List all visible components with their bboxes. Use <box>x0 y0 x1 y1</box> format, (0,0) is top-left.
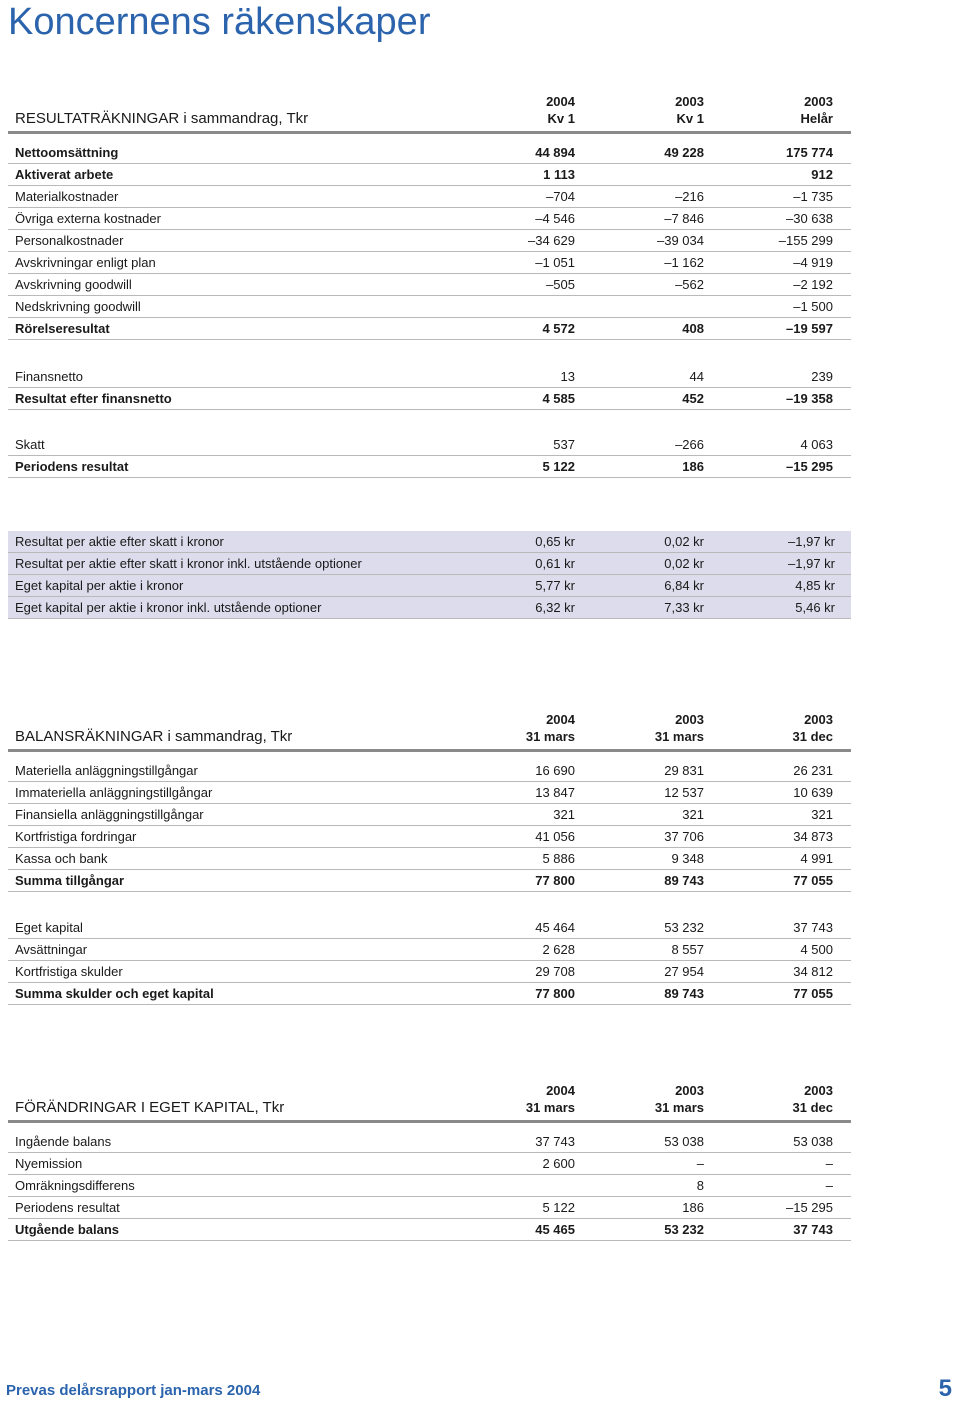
column-header <box>584 93 704 127</box>
table-row <box>8 804 851 826</box>
table-row <box>8 296 851 318</box>
column-year: 2003 <box>675 94 704 109</box>
row-value: 29 831 <box>664 763 704 778</box>
row-label: Resultat per aktie efter skatt i kronor inkl. utstående optioner <box>15 556 362 571</box>
equity-changes-section <box>8 1068 851 1241</box>
row-value: 49 228 <box>664 145 704 160</box>
row-value: 37 743 <box>535 1134 575 1149</box>
row-label: Nyemission <box>15 1156 83 1171</box>
row-label: Resultat efter finansnetto <box>15 391 172 406</box>
row-value: 321 <box>811 807 833 822</box>
row-value: 26 231 <box>793 763 833 778</box>
row-value: –1 162 <box>664 255 704 270</box>
table-row <box>8 760 851 782</box>
column-period: 31 dec <box>792 1100 833 1115</box>
column-header <box>713 711 833 745</box>
column-period: Kv 1 <box>547 111 575 126</box>
row-value: 452 <box>682 391 704 406</box>
table-row <box>8 142 851 164</box>
table-row <box>8 782 851 804</box>
row-label: Materiella anläggningstillgångar <box>15 763 198 778</box>
column-header <box>713 1082 833 1116</box>
row-value: 53 038 <box>664 1134 704 1149</box>
row-value: 5,46 kr <box>795 600 835 615</box>
page-title: Koncernens räkenskaper <box>8 1 431 43</box>
row-value: 5 122 <box>542 459 575 474</box>
row-value: 34 812 <box>793 964 833 979</box>
column-header <box>713 93 833 127</box>
income-statement-title: RESULTATRÄKNINGAR i sammandrag, Tkr <box>15 110 309 127</box>
column-period: 31 dec <box>792 729 833 744</box>
row-label: Kortfristiga skulder <box>15 964 123 979</box>
column-year: 2004 <box>546 712 575 727</box>
row-value: –1 051 <box>535 255 575 270</box>
row-value: 77 055 <box>793 873 833 888</box>
row-value: 44 <box>689 369 704 384</box>
row-value: 321 <box>553 807 575 822</box>
table-row <box>8 553 851 575</box>
column-period: 31 mars <box>525 1100 575 1115</box>
row-value: 37 743 <box>793 920 833 935</box>
row-label: Kassa och bank <box>15 851 108 866</box>
table-row <box>8 597 851 619</box>
row-value: 8 <box>696 1178 704 1193</box>
row-value: 89 743 <box>664 873 704 888</box>
table-row <box>8 230 851 252</box>
column-header <box>584 711 704 745</box>
row-value: 53 232 <box>664 1222 704 1237</box>
row-label: Avskrivningar enligt plan <box>15 255 156 270</box>
row-value: 0,02 kr <box>664 534 704 549</box>
row-label: Eget kapital <box>15 920 83 935</box>
row-value: 4 572 <box>542 321 575 336</box>
row-value: 4,85 kr <box>795 578 835 593</box>
table-row <box>8 434 851 456</box>
column-year: 2004 <box>546 1083 575 1098</box>
row-value: –15 295 <box>786 459 833 474</box>
row-value: 4 991 <box>800 851 833 866</box>
balance-sheet-header <box>8 697 851 745</box>
row-value: 13 <box>560 369 575 384</box>
row-value: 6,84 kr <box>664 578 704 593</box>
row-label: Avskrivning goodwill <box>15 277 132 292</box>
row-value: 912 <box>811 167 833 182</box>
row-value: 44 894 <box>535 145 575 160</box>
row-value: 175 774 <box>786 145 833 160</box>
table-row <box>8 208 851 230</box>
table-row <box>8 1131 851 1153</box>
row-label: Rörelseresultat <box>15 321 110 336</box>
table-row <box>8 366 851 388</box>
row-value: 41 056 <box>535 829 575 844</box>
row-value: –30 638 <box>786 211 833 226</box>
row-value: – <box>825 1156 833 1171</box>
row-value: – <box>825 1178 833 1193</box>
table-row <box>8 186 851 208</box>
row-value: 0,61 kr <box>535 556 575 571</box>
table-row <box>8 318 851 340</box>
table-row <box>8 961 851 983</box>
row-value: – <box>696 1156 704 1171</box>
table-row <box>8 848 851 870</box>
equity-changes-header <box>8 1068 851 1116</box>
column-year: 2003 <box>804 1083 833 1098</box>
row-value: 186 <box>682 459 704 474</box>
row-value: –39 034 <box>657 233 704 248</box>
table-row <box>8 1219 851 1241</box>
row-value: 2 628 <box>542 942 575 957</box>
page-number: 5 <box>938 1375 952 1402</box>
table-row <box>8 388 851 410</box>
header-rule <box>8 1120 851 1123</box>
row-value: –19 358 <box>786 391 833 406</box>
column-year: 2003 <box>804 94 833 109</box>
row-label: Personalkostnader <box>15 233 124 248</box>
row-value: 0,02 kr <box>664 556 704 571</box>
row-value: 239 <box>811 369 833 384</box>
row-value: 12 537 <box>664 785 704 800</box>
column-period: 31 mars <box>525 729 575 744</box>
row-label: Kortfristiga fordringar <box>15 829 137 844</box>
row-label: Skatt <box>15 437 45 452</box>
equity-changes-title: FÖRÄNDRINGAR I EGET KAPITAL, Tkr <box>15 1099 285 1116</box>
row-value: –1,97 kr <box>788 556 835 571</box>
row-value: 5,77 kr <box>535 578 575 593</box>
row-value: 321 <box>682 807 704 822</box>
row-value: 2 600 <box>542 1156 575 1171</box>
row-label: Periodens resultat <box>15 459 129 474</box>
row-value: 77 800 <box>535 986 575 1001</box>
row-label: Finansnetto <box>15 369 83 384</box>
row-label: Resultat per aktie efter skatt i kronor <box>15 534 224 549</box>
column-period: Kv 1 <box>676 111 704 126</box>
header-rule <box>8 749 851 752</box>
column-year: 2003 <box>804 712 833 727</box>
row-value: 6,32 kr <box>535 600 575 615</box>
row-label: Övriga externa kostnader <box>15 211 161 226</box>
table-row <box>8 1175 851 1197</box>
row-value: 77 800 <box>535 873 575 888</box>
table-row <box>8 1153 851 1175</box>
column-header <box>455 711 575 745</box>
column-year: 2004 <box>546 94 575 109</box>
row-value: 53 038 <box>793 1134 833 1149</box>
column-header <box>455 93 575 127</box>
row-label: Nettoomsättning <box>15 145 119 160</box>
row-value: –1 735 <box>793 189 833 204</box>
row-value: 10 639 <box>793 785 833 800</box>
row-value: 45 464 <box>535 920 575 935</box>
row-value: 4 500 <box>800 942 833 957</box>
row-label: Summa skulder och eget kapital <box>15 986 214 1001</box>
row-value: 53 232 <box>664 920 704 935</box>
balance-sheet-title: BALANSRÄKNINGAR i sammandrag, Tkr <box>15 728 293 745</box>
row-label: Periodens resultat <box>15 1200 120 1215</box>
row-label: Summa tillgångar <box>15 873 125 888</box>
table-row <box>8 456 851 478</box>
row-value: 1 113 <box>543 167 575 182</box>
row-value: –7 846 <box>664 211 704 226</box>
row-value: –562 <box>675 277 704 292</box>
row-value: 34 873 <box>793 829 833 844</box>
table-row <box>8 274 851 296</box>
row-value: 89 743 <box>664 986 704 1001</box>
row-label: Ingående balans <box>15 1134 112 1149</box>
income-statement-header <box>8 79 851 127</box>
per-share-section <box>8 531 851 619</box>
row-value: 77 055 <box>793 986 833 1001</box>
column-year: 2003 <box>675 1083 704 1098</box>
row-label: Eget kapital per aktie i kronor inkl. utstående optioner <box>15 600 322 615</box>
table-row <box>8 983 851 1005</box>
footer-report-title: Prevas delårsrapport jan-mars 2004 <box>6 1382 261 1399</box>
row-value: 5 122 <box>542 1200 575 1215</box>
table-row <box>8 1197 851 1219</box>
row-value: 4 063 <box>800 437 833 452</box>
table-row <box>8 870 851 892</box>
row-value: –1 500 <box>793 299 833 314</box>
row-value: 537 <box>553 437 575 452</box>
row-value: –155 299 <box>778 233 833 248</box>
row-value: 13 847 <box>535 785 575 800</box>
row-value: 7,33 kr <box>664 600 704 615</box>
row-value: 4 585 <box>542 391 575 406</box>
row-value: 29 708 <box>535 964 575 979</box>
header-rule <box>8 131 851 134</box>
table-row <box>8 531 851 553</box>
column-year: 2003 <box>675 712 704 727</box>
table-row <box>8 252 851 274</box>
row-value: –266 <box>675 437 704 452</box>
row-value: 186 <box>682 1200 704 1215</box>
row-value: 9 348 <box>671 851 704 866</box>
row-value: 0,65 kr <box>535 534 575 549</box>
income-statement-section <box>8 79 851 478</box>
row-value: 37 706 <box>664 829 704 844</box>
row-label: Aktiverat arbete <box>15 167 114 182</box>
table-row <box>8 575 851 597</box>
table-row <box>8 917 851 939</box>
row-label: Avsättningar <box>15 942 88 957</box>
row-value: –4 546 <box>535 211 575 226</box>
row-label: Immateriella anläggningstillgångar <box>15 785 213 800</box>
row-value: –1,97 kr <box>788 534 835 549</box>
row-value: –704 <box>546 189 575 204</box>
row-label: Utgående balans <box>15 1222 120 1237</box>
row-label: Nedskrivning goodwill <box>15 299 141 314</box>
row-label: Materialkostnader <box>15 189 119 204</box>
row-value: –216 <box>675 189 704 204</box>
row-value: –4 919 <box>793 255 833 270</box>
row-value: –34 629 <box>528 233 575 248</box>
row-value: 45 465 <box>535 1222 575 1237</box>
row-value: 16 690 <box>535 763 575 778</box>
column-period: 31 mars <box>654 1100 704 1115</box>
row-value: –505 <box>546 277 575 292</box>
row-value: –15 295 <box>786 1200 833 1215</box>
column-period: Helår <box>800 111 833 126</box>
row-value: –2 192 <box>793 277 833 292</box>
row-label: Omräkningsdifferens <box>15 1178 135 1193</box>
balance-sheet-section <box>8 697 851 1005</box>
row-label: Finansiella anläggningstillgångar <box>15 807 204 822</box>
column-period: 31 mars <box>654 729 704 744</box>
row-label: Eget kapital per aktie i kronor <box>15 578 184 593</box>
row-value: 37 743 <box>793 1222 833 1237</box>
row-value: 27 954 <box>664 964 704 979</box>
row-value: –19 597 <box>786 321 833 336</box>
table-row <box>8 164 851 186</box>
table-row <box>8 939 851 961</box>
column-header <box>584 1082 704 1116</box>
table-row <box>8 826 851 848</box>
row-value: 408 <box>682 321 704 336</box>
column-header <box>455 1082 575 1116</box>
row-value: 5 886 <box>542 851 575 866</box>
row-value: 8 557 <box>671 942 704 957</box>
